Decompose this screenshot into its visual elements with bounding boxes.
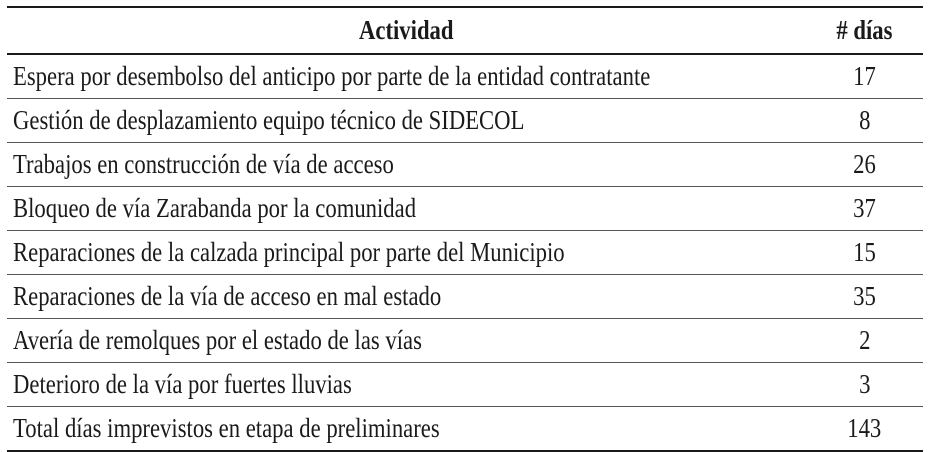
days-value: 2: [858, 325, 871, 355]
days-cell: [806, 275, 923, 319]
total-days-value: 143: [847, 413, 882, 443]
total-activity-text: Total días imprevistos en etapa de preliminares: [13, 413, 440, 443]
activity-text: Avería de remolques por el estado de las vías: [13, 325, 422, 355]
table-row: [7, 143, 923, 187]
activity-cell: [7, 363, 806, 407]
days-cell: [806, 143, 923, 187]
activity-cell: [7, 187, 806, 231]
days-cell: [806, 99, 923, 143]
activity-cell: [7, 99, 806, 143]
table-row: [7, 363, 923, 407]
header-row: [7, 7, 923, 54]
days-value: 15: [853, 237, 876, 267]
table-row: [7, 275, 923, 319]
total-days-cell: [806, 407, 923, 452]
table-body: [7, 54, 923, 451]
activity-text: Trabajos en construcción de vía de acceso: [13, 149, 394, 179]
table-row: [7, 187, 923, 231]
total-activity-cell: [7, 407, 806, 452]
days-value: 8: [858, 105, 871, 135]
table-header: [7, 7, 923, 54]
header-days-label: # días: [836, 15, 893, 45]
activity-text: Bloqueo de vía Zarabanda por la comunidad: [13, 193, 417, 223]
header-activity: [7, 7, 806, 54]
days-value: 26: [853, 149, 876, 179]
days-value: 35: [853, 281, 876, 311]
header-activity-label: Actividad: [359, 15, 454, 45]
days-value: 17: [853, 61, 876, 91]
activity-text: Reparaciones de la vía de acceso en mal estado: [13, 281, 442, 311]
table-total-row: [7, 407, 923, 452]
days-value: 3: [858, 369, 871, 399]
days-cell: [806, 319, 923, 363]
table-row: [7, 54, 923, 99]
days-cell: [806, 54, 923, 99]
activity-cell: [7, 275, 806, 319]
table-row: [7, 231, 923, 275]
days-cell: [806, 363, 923, 407]
activity-cell: [7, 54, 806, 99]
days-cell: [806, 187, 923, 231]
days-cell: [806, 231, 923, 275]
header-days: [806, 7, 923, 54]
activity-text: Espera por desembolso del anticipo por parte de la entidad contratante: [13, 61, 651, 91]
table-row: [7, 99, 923, 143]
activity-cell: [7, 319, 806, 363]
activity-text: Reparaciones de la calzada principal por parte del Municipio: [13, 237, 565, 267]
days-value: 37: [853, 193, 876, 223]
activity-days-table: [7, 6, 923, 452]
activity-cell: [7, 143, 806, 187]
activity-text: Deterioro de la vía por fuertes lluvias: [13, 369, 352, 399]
activity-text: Gestión de desplazamiento equipo técnico de SIDECOL: [13, 105, 525, 135]
table-row: [7, 319, 923, 363]
activity-cell: [7, 231, 806, 275]
activity-days-table-container: [7, 6, 923, 452]
